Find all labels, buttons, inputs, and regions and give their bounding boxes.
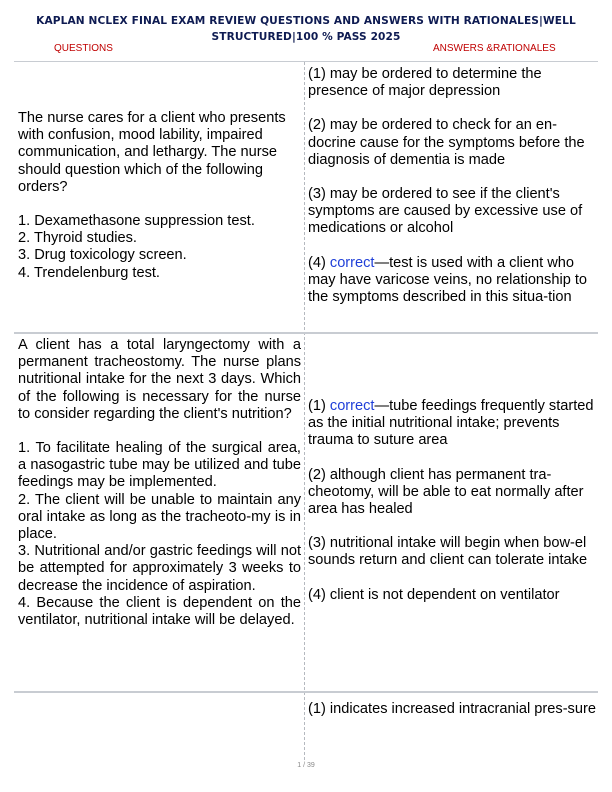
answer-2-rationale-2: (2) although client has permanent tra-cheotomy, will be able to eat normally after area has healed — [308, 466, 584, 518]
row-divider-2 — [14, 691, 598, 693]
question-1-option-3: 3. Drug toxicology screen. — [18, 247, 187, 264]
question-1 — [18, 110, 301, 282]
answer-2-rationale-1 — [308, 398, 596, 450]
question-2 — [18, 337, 301, 629]
question-2-option-1: 1. To facilitate healing of the surgical area, a nasogastric tube may be utilized and tube feedings may be implemented. — [18, 440, 301, 491]
answer-3-rationale-1: (1) indicates increased intracranial pres-sure — [308, 701, 596, 717]
answer-1-rationale-1: (1) may be ordered to determine the presence of major depression — [308, 66, 542, 100]
answer-1-rationale-4 — [308, 255, 596, 307]
correct-label: correct — [329, 398, 375, 414]
question-2-stem: A client has a total laryngectomy with a permanent tracheostomy. The nurse plans nutritional intake for the next 3 days. Which of the following is necessary for the nurse to consider regarding the client's nutrition? — [18, 337, 301, 422]
question-2-option-2: 2. The client will be unable to maintain any oral intake as long as the tracheoto-my is in place. — [18, 491, 301, 543]
answer-1-rationale-3: (3) may be ordered to see if the client's symptoms are caused by excessive use of medications or alcohol — [308, 186, 583, 237]
answer-1 — [308, 66, 596, 306]
answer-2-rationale-3: (3) nutritional intake will begin when bow-el sounds return and client can tolerate intake — [308, 535, 588, 569]
rationale-text: —test is used with a client who may have varicose veins, no relationship to the symptoms described in this situa-tion — [308, 254, 588, 306]
questions-column-header: QUESTIONS — [54, 43, 113, 54]
table-top-border — [14, 61, 598, 62]
answers-column-header: ANSWERS &RATIONALES — [433, 43, 556, 54]
question-1-options — [18, 213, 301, 282]
question-1-option-1: 1. Dexamethasone suppression test. — [18, 213, 255, 230]
correct-label: correct — [329, 254, 375, 271]
rationale-number: (4) — [308, 254, 330, 271]
question-2-option-3: 3. Nutritional and/or gastric feedings will not be attempted for approximately 3 weeks to decrease the incidence of aspiration. — [18, 543, 301, 594]
answer-1-rationale-2: (2) may be ordered to check for an en-docrine cause for the symptoms before the diagnosis of dementia is made — [308, 117, 585, 168]
question-1-option-2: 2. Thyroid studies. — [18, 230, 137, 247]
answer-2 — [308, 398, 596, 604]
page-number: 1 / 39 — [297, 762, 315, 769]
question-1-stem: The nurse cares for a client who presents with confusion, mood lability, impaired communication, and lethargy. The nurse should question which of the following orders? — [18, 110, 286, 195]
question-2-option-4: 4. Because the client is dependent on the ventilator, nutritional intake will be delayed. — [18, 594, 301, 629]
row-divider-1 — [14, 332, 598, 334]
question-1-option-4: 4. Trendelenburg test. — [18, 264, 160, 281]
document-title: KAPLAN NCLEX FINAL EXAM REVIEW QUESTIONS AND ANSWERS WITH RATIONALES|WELL STRUCTURED|100 % PASS 2025 — [36, 15, 576, 43]
question-2-options — [18, 440, 301, 629]
rationale-number: (1) — [308, 398, 330, 414]
answer-2-rationale-4: (4) client is not dependent on ventilator — [308, 586, 560, 603]
answer-3 — [308, 701, 596, 718]
column-divider — [304, 62, 305, 760]
rationale-text: —tube feedings frequently started as the initial nutritional intake; prevents trauma to suture area — [308, 398, 594, 449]
